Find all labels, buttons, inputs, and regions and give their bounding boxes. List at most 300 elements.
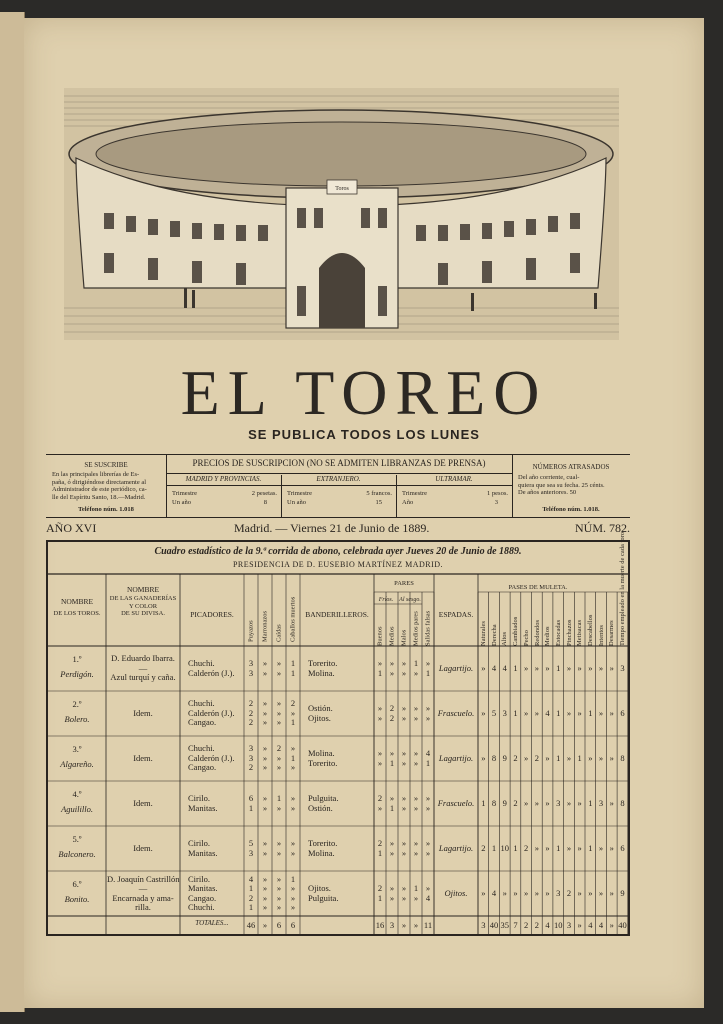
- column-header: Malos: [400, 629, 408, 646]
- pares-stat: »: [389, 883, 395, 893]
- picador-stat: »: [276, 717, 282, 728]
- pares-stat: »: [413, 748, 419, 758]
- region-name: EXTRANJERO.: [281, 475, 396, 486]
- total-value: 3: [481, 920, 486, 930]
- muleta-stat: 2: [513, 752, 518, 763]
- bull-number: 4.º: [72, 789, 82, 799]
- total-value: 6: [276, 920, 282, 930]
- muleta-stat: »: [524, 662, 529, 673]
- muleta-stat: 8: [491, 752, 497, 763]
- picador-stat: »: [276, 667, 282, 678]
- column-header: Caballos muertos: [289, 596, 297, 642]
- ranch-line: —: [138, 662, 148, 673]
- total-value: 4: [545, 920, 550, 930]
- picador-stat: »: [276, 883, 282, 893]
- muleta-stat: 6: [620, 707, 625, 718]
- picador-name: Chuchi.: [188, 698, 215, 709]
- header-ranch: [106, 584, 180, 618]
- pares-stat: »: [377, 757, 383, 768]
- banderillero-name: Pulguita.: [308, 793, 339, 803]
- subscribe-phone: Teléfono núm. 1.018: [78, 506, 134, 513]
- muleta-stat: 5: [491, 707, 497, 718]
- muleta-stat: »: [609, 752, 614, 763]
- header-pares: PARES: [394, 580, 414, 587]
- muleta-stat: 9: [620, 887, 625, 898]
- picador-stat: »: [276, 707, 282, 718]
- column-header: Tiempo empleado en la muerte de cada toro: [618, 531, 626, 646]
- total-value: »: [609, 920, 614, 930]
- bull-name: Bolero.: [64, 714, 90, 724]
- muleta-stat: »: [577, 797, 582, 808]
- pares-stat: »: [413, 712, 419, 723]
- muleta-stat: »: [502, 887, 507, 898]
- pares-stat: 2: [377, 838, 383, 848]
- bullfight-statistics-table: [46, 531, 630, 936]
- header-line: DE LAS GANADERÍAS: [109, 595, 177, 602]
- picador-stat: »: [290, 838, 296, 848]
- picador-stat: »: [262, 802, 268, 813]
- region-overseas: [396, 475, 512, 517]
- pares-stat: »: [389, 793, 395, 803]
- pares-stat: »: [389, 658, 395, 668]
- picador-name: Calderón (J.).: [188, 752, 235, 763]
- picador-stat: 1: [248, 902, 254, 912]
- muleta-stat: »: [566, 662, 572, 673]
- muleta-stat: 1: [577, 752, 582, 763]
- muleta-stat: 3: [556, 797, 561, 808]
- muleta-stat: »: [598, 887, 604, 898]
- picador-stat: 4: [248, 873, 254, 884]
- muleta-stat: »: [577, 707, 582, 718]
- newspaper-page: [24, 18, 704, 1008]
- total-value: 3: [566, 920, 572, 930]
- pares-stat: »: [425, 802, 431, 813]
- region-abroad: [281, 475, 397, 517]
- pares-stat: »: [413, 793, 419, 803]
- picador-name: Cirilo.: [188, 838, 210, 848]
- muleta-stat: 8: [620, 752, 625, 763]
- ranch-line: Encarnada y ama-: [112, 892, 174, 903]
- bull-number: 1.º: [72, 654, 82, 664]
- picador-stat: 1: [290, 658, 296, 668]
- muleta-stat: 1: [513, 842, 518, 853]
- price-label: Un año: [287, 498, 306, 506]
- muleta-stat: »: [481, 752, 486, 763]
- header-line: Y COLOR: [128, 602, 158, 610]
- subscribe-text: [52, 471, 164, 501]
- pares-stat: »: [413, 838, 419, 848]
- muleta-stat: 1: [556, 842, 561, 853]
- picador-stat: »: [290, 762, 296, 773]
- region-madrid: [166, 475, 282, 517]
- column-header: Medios pares: [412, 611, 420, 646]
- pares-stat: »: [377, 802, 383, 813]
- picador-stat: 1: [276, 793, 282, 803]
- muleta-stat: »: [588, 887, 593, 898]
- pares-stat: 1: [389, 757, 395, 768]
- muleta-stat: »: [481, 887, 486, 898]
- picador-stat: 1: [290, 717, 296, 728]
- ranch-line: Azul turquí y caña.: [110, 672, 176, 683]
- picador-stat: 3: [248, 743, 254, 754]
- ranch-line: rilla.: [135, 902, 151, 912]
- picador-stat: 5: [248, 838, 254, 848]
- totals-label: TOTALES...: [195, 919, 229, 927]
- issue-line: [46, 521, 630, 537]
- picador-stat: »: [262, 793, 268, 803]
- espada-name: Lagartijo.: [438, 662, 474, 673]
- muleta-stat: »: [577, 662, 582, 673]
- price-value: 5 francos.: [366, 490, 392, 497]
- pares-stat: 4: [425, 892, 431, 903]
- muleta-stat: »: [609, 842, 614, 853]
- subscribe-box: [46, 455, 167, 517]
- picador-stat: »: [276, 902, 282, 912]
- total-value: 2: [534, 920, 539, 930]
- muleta-stat: »: [598, 707, 604, 718]
- picador-name: Chuchi.: [188, 743, 215, 754]
- picador-stat: 2: [248, 762, 254, 773]
- ranch-line: Idem.: [133, 797, 153, 808]
- muleta-stat: 2: [481, 842, 486, 853]
- banderillero-name: Torerito.: [308, 757, 338, 768]
- masthead-title: EL TOREO: [180, 357, 548, 428]
- region-name: ULTRAMAR.: [396, 475, 512, 486]
- muleta-stat: »: [566, 842, 572, 853]
- muleta-stat: »: [524, 752, 529, 763]
- muleta-stat: »: [566, 797, 572, 808]
- muleta-stat: »: [609, 707, 614, 718]
- bull-number: 2.º: [72, 699, 82, 709]
- muleta-stat: 1: [556, 752, 561, 763]
- espada-name: Lagartijo.: [438, 752, 474, 763]
- picador-stat: 3: [248, 847, 254, 858]
- column-header: Naturales: [479, 621, 487, 646]
- muleta-stat: »: [524, 707, 529, 718]
- muleta-stat: »: [598, 842, 604, 853]
- muleta-stat: »: [609, 887, 614, 898]
- total-value: 2: [524, 920, 529, 930]
- muleta-stat: »: [534, 887, 539, 898]
- subscription-band: [46, 454, 630, 518]
- subscribe-line: paña, ó dirigiéndose directamente al: [52, 478, 147, 486]
- column-header: Caídas: [275, 624, 283, 642]
- muleta-stat: 4: [491, 887, 497, 898]
- column-header: Pinchazos: [565, 619, 573, 646]
- ranch-line: —: [138, 883, 148, 893]
- header-line: DE LOS TOROS.: [53, 610, 101, 617]
- muleta-stat: »: [609, 662, 614, 673]
- muleta-stat: 10: [500, 842, 509, 853]
- pares-stat: »: [401, 883, 407, 893]
- muleta-stat: »: [481, 662, 486, 673]
- back-issues-line: De años anteriores. 50: [518, 489, 577, 496]
- ranch-line: D. Eduardo Ibarra.: [111, 653, 175, 664]
- muleta-stat: 1: [513, 662, 518, 673]
- pares-stat: »: [389, 748, 395, 758]
- pares-stat: »: [389, 838, 395, 848]
- picador-stat: »: [290, 847, 296, 858]
- column-header: Medios: [544, 626, 552, 646]
- pares-stat: »: [401, 847, 407, 858]
- muleta-stat: »: [566, 752, 572, 763]
- pares-stat: »: [425, 703, 431, 713]
- header-picadores: PICADORES.: [190, 610, 234, 619]
- back-issues-line: Del año corriente, cual-: [518, 474, 580, 481]
- column-header: Redondos: [533, 620, 541, 646]
- arena-sign: Toros: [335, 186, 349, 192]
- banderillero-name: Molina.: [308, 667, 335, 678]
- muleta-stat: 4: [502, 662, 507, 673]
- column-header: Intentos: [597, 625, 605, 646]
- muleta-stat: 9: [502, 752, 507, 763]
- pares-stat: »: [389, 667, 395, 678]
- muleta-stat: »: [545, 662, 550, 673]
- picador-stat: 2: [290, 698, 296, 709]
- column-header: Descabellos: [586, 614, 594, 646]
- ranch-line: Idem.: [133, 707, 153, 718]
- picador-stat: »: [262, 743, 268, 754]
- header-line: NOMBRE: [126, 585, 160, 594]
- banderillero-name: Torerito.: [308, 838, 338, 848]
- pares-stat: 1: [425, 667, 431, 678]
- bull-number: 5.º: [72, 834, 82, 844]
- pares-stat: 1: [377, 892, 383, 903]
- price-value: 15: [375, 498, 382, 506]
- muleta-stat: 2: [566, 887, 572, 898]
- pares-stat: »: [401, 748, 407, 758]
- muleta-stat: »: [534, 797, 539, 808]
- muleta-stat: »: [609, 797, 614, 808]
- pares-stat: 4: [425, 748, 431, 758]
- pares-stat: »: [401, 712, 407, 723]
- picador-stat: »: [262, 707, 268, 718]
- banderillero-name: Molina.: [308, 847, 335, 858]
- muleta-stat: 1: [556, 662, 561, 673]
- picador-stat: »: [290, 892, 296, 903]
- muleta-stat: »: [545, 797, 550, 808]
- picador-stat: 1: [248, 883, 254, 893]
- picador-name: Cangao.: [188, 762, 217, 773]
- muleta-stat: »: [534, 662, 539, 673]
- muleta-stat: 9: [502, 797, 507, 808]
- picador-stat: »: [290, 793, 296, 803]
- picador-stat: »: [262, 667, 268, 678]
- picador-stat: »: [276, 892, 282, 903]
- picador-stat: »: [276, 698, 282, 709]
- column-header: Altos: [501, 631, 509, 646]
- pares-stat: »: [377, 748, 383, 758]
- column-header: Estocadas: [554, 620, 562, 646]
- muleta-stat: 3: [598, 797, 604, 808]
- picador-stat: »: [276, 802, 282, 813]
- picador-stat: »: [290, 883, 296, 893]
- picador-name: Cangao.: [188, 717, 217, 728]
- total-value: 11: [423, 920, 433, 930]
- muleta-stat: »: [566, 707, 572, 718]
- header-muleta: PASES DE MULETA.: [508, 584, 568, 591]
- region-name: MADRID Y PROVINCIAS.: [166, 475, 281, 486]
- picador-name: Manitas.: [188, 802, 218, 813]
- price-value: 1 pesos.: [487, 490, 508, 497]
- price-value: 3: [494, 498, 498, 506]
- total-value: 7: [513, 920, 518, 930]
- header-banderilleros: BANDERILLEROS.: [305, 610, 369, 619]
- price-label: Trimestre: [287, 490, 313, 497]
- espada-name: Ojitos.: [444, 887, 468, 898]
- muleta-stat: »: [534, 707, 539, 718]
- muleta-stat: »: [588, 752, 593, 763]
- pares-stat: »: [413, 847, 419, 858]
- picador-name: Chuchi.: [188, 658, 215, 668]
- pares-stat: »: [389, 847, 395, 858]
- picador-stat: 2: [248, 698, 254, 709]
- column-header: Puyazos: [247, 620, 255, 642]
- total-value: 46: [246, 920, 256, 930]
- total-value: 35: [500, 920, 509, 930]
- picador-name: Manitas.: [188, 883, 218, 893]
- picador-stat: »: [262, 902, 268, 912]
- picador-stat: 2: [248, 707, 254, 718]
- picador-stat: »: [276, 762, 282, 773]
- table-presidency: PRESIDENCIA DE D. EUSEBIO MARTÍNEZ MADRID.: [232, 560, 444, 569]
- subscribe-line: En las principales librerías de Es-: [52, 471, 140, 478]
- picador-stat: 1: [290, 873, 296, 884]
- picador-name: Cirilo.: [188, 793, 210, 803]
- pares-stat: »: [413, 667, 419, 678]
- pares-stat: 1: [377, 667, 383, 678]
- pares-stat: 1: [377, 847, 383, 858]
- picador-stat: 6: [248, 793, 254, 803]
- banderillero-name: Ojitos.: [308, 712, 331, 723]
- header-pares-sesgo: Al sesgo.: [399, 597, 421, 603]
- banderillero-name: Ojitos.: [308, 883, 331, 893]
- muleta-stat: »: [513, 887, 518, 898]
- pares-stat: »: [377, 703, 383, 713]
- muleta-stat: 3: [502, 707, 507, 718]
- pares-stat: »: [401, 667, 407, 678]
- total-value: 6: [290, 920, 296, 930]
- bullring-engraving: [64, 88, 619, 340]
- column-header: Salidas falsas: [424, 610, 432, 646]
- left-page-edge: [0, 12, 25, 1012]
- picador-stat: 1: [290, 752, 296, 763]
- table-title: Cuadro estadístico de la 9.ª corrida de abono, celebrada ayer Jueves 20 de Junio de 1889.: [154, 546, 522, 557]
- picador-name: Cirilo.: [188, 873, 210, 884]
- column-header: Medios: [388, 626, 396, 646]
- picador-stat: »: [262, 752, 268, 763]
- column-header: Metisacas: [576, 620, 584, 646]
- header-pares-frios: Fríos.: [378, 597, 394, 603]
- total-value: »: [401, 920, 407, 930]
- issue-number: NÚM. 782.: [574, 521, 630, 535]
- pares-stat: »: [425, 712, 431, 723]
- muleta-stat: »: [524, 887, 529, 898]
- pares-stat: »: [425, 883, 431, 893]
- pares-stat: 1: [425, 757, 431, 768]
- header-espadas: ESPADAS.: [438, 610, 474, 619]
- muleta-stat: 1: [556, 707, 561, 718]
- picador-stat: 2: [248, 717, 254, 728]
- bull-name: Bonito.: [64, 894, 90, 904]
- pares-stat: 2: [389, 712, 395, 723]
- column-header: Pecho: [522, 630, 530, 646]
- pares-stat: »: [401, 802, 407, 813]
- pares-stat: »: [425, 838, 431, 848]
- price-label: Trimestre: [172, 490, 198, 497]
- header-bull-name: [48, 597, 106, 618]
- picador-stat: 2: [248, 892, 254, 903]
- issue-date: Madrid. — Viernes 21 de Junio de 1889.: [234, 521, 430, 535]
- picador-stat: 2: [276, 743, 282, 754]
- banderillero-name: Ostión.: [308, 802, 333, 813]
- column-header: Desarmes: [608, 620, 616, 646]
- muleta-stat: 2: [513, 797, 518, 808]
- muleta-stat: »: [545, 887, 550, 898]
- pares-stat: 1: [413, 658, 419, 668]
- muleta-stat: »: [588, 662, 593, 673]
- picador-stat: »: [276, 658, 282, 668]
- masthead-subtitle: SE PUBLICA TODOS LOS LUNES: [248, 427, 480, 442]
- espada-name: Lagartijo.: [438, 842, 474, 853]
- ranch-line: D. Joaquín Castrillón: [107, 873, 180, 884]
- pares-stat: »: [413, 703, 419, 713]
- price-label: Trimestre: [402, 490, 428, 497]
- picador-stat: »: [262, 847, 268, 858]
- bull-name: Balconero.: [58, 849, 96, 859]
- bull-name: Aguilillo.: [61, 804, 93, 814]
- muleta-stat: »: [534, 842, 539, 853]
- picador-stat: 3: [248, 658, 254, 668]
- issue-year: AÑO XVI: [46, 521, 97, 535]
- muleta-stat: »: [524, 797, 529, 808]
- back-issues-text: [518, 474, 630, 497]
- total-value: 4: [598, 920, 604, 930]
- pares-stat: »: [413, 802, 419, 813]
- back-issues-box: [512, 455, 630, 517]
- prices-box: [166, 455, 513, 517]
- price-label: Un año: [172, 498, 191, 506]
- muleta-stat: 1: [588, 707, 593, 718]
- total-value: »: [262, 920, 268, 930]
- pares-stat: 2: [377, 793, 383, 803]
- muleta-stat: »: [577, 887, 582, 898]
- muleta-stat: »: [577, 842, 582, 853]
- muleta-stat: 3: [556, 887, 561, 898]
- back-issues-heading: NÚMEROS ATRASADOS: [532, 463, 610, 471]
- prices-heading: PRECIOS DE SUSCRIPCION (NO SE ADMITEN LIBRANZAS DE PRENSA): [192, 458, 486, 468]
- muleta-stat: 1: [588, 797, 593, 808]
- banderillero-name: Molina.: [308, 748, 335, 758]
- picador-stat: »: [262, 838, 268, 848]
- total-value: »: [577, 920, 582, 930]
- pares-stat: 2: [389, 703, 395, 713]
- price-value: 2 pesetas.: [251, 490, 277, 497]
- picador-stat: 1: [290, 667, 296, 678]
- picador-stat: »: [262, 883, 268, 893]
- picador-stat: »: [290, 707, 296, 718]
- bull-name: Perdigón.: [60, 669, 94, 679]
- pares-stat: »: [425, 793, 431, 803]
- muleta-stat: 1: [491, 842, 497, 853]
- pares-stat: »: [401, 658, 407, 668]
- muleta-stat: 8: [620, 797, 625, 808]
- muleta-stat: »: [481, 707, 486, 718]
- espada-name: Frascuelo.: [437, 797, 475, 808]
- picador-name: Calderón (J.).: [188, 707, 235, 718]
- picador-stat: »: [276, 752, 282, 763]
- muleta-stat: 8: [491, 797, 497, 808]
